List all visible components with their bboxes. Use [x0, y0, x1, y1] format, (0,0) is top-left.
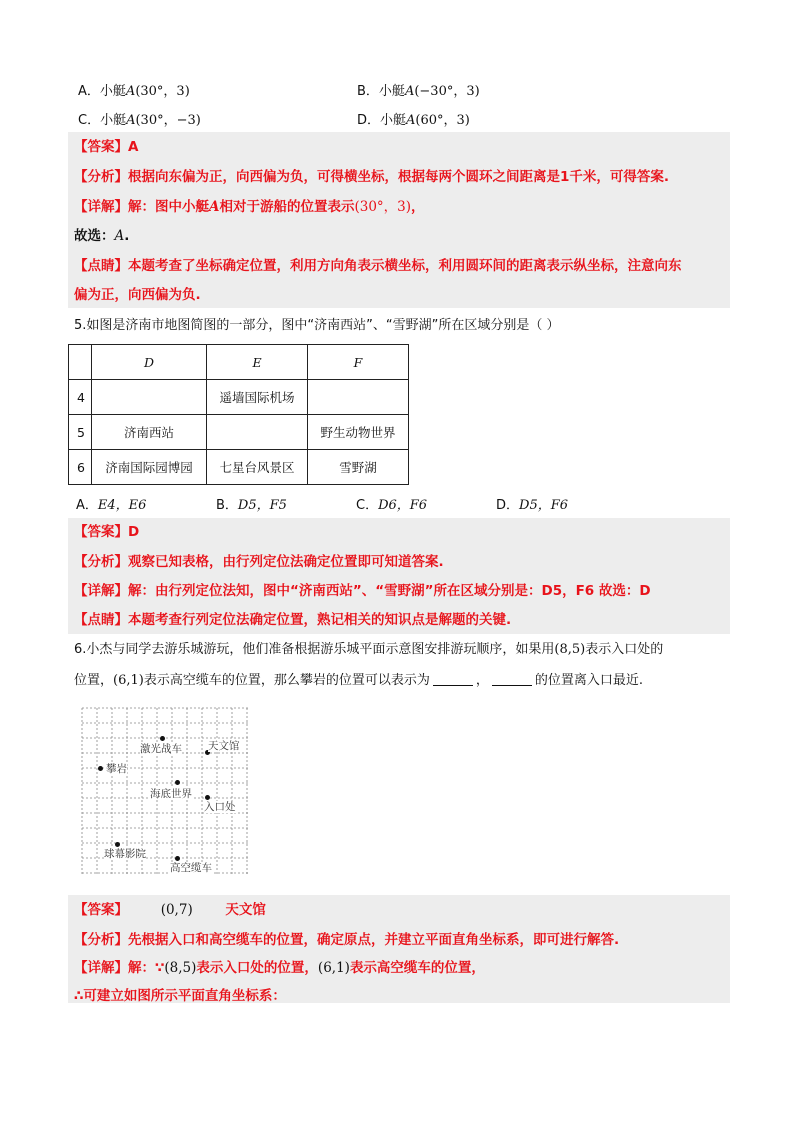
- table-cell: [207, 415, 308, 450]
- q4-option-d: D．小艇A(60°，3): [357, 113, 470, 128]
- table-row: [69, 415, 409, 450]
- q5-table: [68, 344, 409, 485]
- table-cell: [69, 345, 92, 380]
- answer-blank-1[interactable]: [433, 671, 473, 686]
- answer-blank-2[interactable]: [492, 671, 532, 686]
- cable-car-marker: [175, 856, 180, 861]
- row-number: 5: [69, 415, 92, 450]
- ocean-world-marker: [175, 780, 180, 785]
- q4-option-a: A．小艇A(30°，3): [78, 84, 190, 99]
- laser-tank-marker: [160, 736, 165, 741]
- table-row: [69, 380, 409, 415]
- q5-option-b: B．D5，F5: [216, 498, 287, 513]
- entrance-marker: [205, 795, 210, 800]
- climbing-marker: [98, 766, 103, 771]
- table-row: [69, 345, 409, 380]
- q6-analysis: 【分析】先根据入口和高空缆车的位置，确定原点，并建立平面直角坐标系，即可进行解答.: [74, 932, 620, 948]
- q5-question: 5.如图是济南市地图简图的一部分，图中“济南西站”、“雪野湖”所在区域分别是（ ）: [74, 318, 560, 333]
- row-number: 4: [69, 380, 92, 415]
- q4-answer-block: [68, 132, 730, 308]
- climbing-label: 攀岩: [106, 763, 127, 775]
- q4-choose: 故选：A.: [74, 228, 130, 244]
- table-cell: 雪野湖: [308, 450, 409, 485]
- q5-option-a: A．E4，E6: [76, 498, 147, 513]
- q5-answer: 【答案】D: [74, 524, 140, 540]
- table-cell: 野生动物世界: [308, 415, 409, 450]
- dome-cinema-label: 球幕影院: [104, 848, 146, 860]
- row-number: 6: [69, 450, 92, 485]
- table-cell: 济南西站: [92, 415, 207, 450]
- q5-option-d: D．D5，F6: [496, 498, 569, 513]
- planetarium-label: 天文馆: [208, 740, 240, 752]
- entrance-label: 入口处: [204, 801, 236, 813]
- q5-option-c: C．D6，F6: [356, 498, 428, 513]
- q5-comment: 【点睛】本题考查行列定位法确定位置，熟记相关的知识点是解题的关键.: [74, 612, 512, 628]
- q4-comment-line2: 偏为正，向西偏为负.: [74, 287, 201, 303]
- table-cell: 七星台风景区: [207, 450, 308, 485]
- q4-comment-line1: 【点睛】本题考查了坐标确定位置，利用方向角表示横坐标，利用圆环间的距离表示纵坐标，注意向东: [74, 258, 682, 274]
- table-row: [69, 450, 409, 485]
- q4-answer: 【答案】A: [74, 139, 139, 155]
- laser-tank-label: 激光战车: [140, 743, 182, 755]
- q6-detail: 【详解】解：∵(8,5)表示入口处的位置，(6,1)表示高空缆车的位置，: [74, 960, 485, 976]
- q6-conclusion: ∴可建立如图所示平面直角坐标系：: [74, 988, 286, 1004]
- q5-analysis: 【分析】观察已知表格，由行列定位法确定位置即可知道答案.: [74, 554, 444, 570]
- ocean-world-label: 海底世界: [150, 788, 192, 800]
- table-header-d: D: [92, 345, 207, 380]
- table-header-e: E: [207, 345, 308, 380]
- dome-cinema-marker: [115, 842, 120, 847]
- table-header-f: F: [308, 345, 409, 380]
- table-cell: [92, 380, 207, 415]
- q5-detail: 【详解】解：由行列定位法知，图中“济南西站”、“雪野湖”所在区域分别是：D5，F6 故选：D: [74, 583, 651, 599]
- table-cell: [308, 380, 409, 415]
- q4-detail: 【详解】解：图中小艇A相对于游船的位置表示(30°，3)，: [74, 199, 425, 215]
- table-cell: 济南国际园博园: [92, 450, 207, 485]
- q4-option-c: C．小艇A(30°，−3): [78, 113, 201, 128]
- q6-question-line1: 6.小杰与同学去游乐城游玩，他们准备根据游乐城平面示意图安排游玩顺序，如果用(8,5)表示入口处的: [74, 642, 664, 657]
- q6-question-line2: 位置，(6,1)表示高空缆车的位置，那么攀岩的位置可以表示为 ， 的位置离入口最近.: [74, 673, 644, 688]
- table-cell: 遥墙国际机场: [207, 380, 308, 415]
- q6-answer: 【答案】 (0,7) 天文馆: [74, 902, 266, 918]
- amusement-park-map: [80, 706, 252, 880]
- q4-analysis: 【分析】根据向东偏为正，向西偏为负，可得横坐标，根据每两个圆环之间距离是1千米，可得答案.: [74, 169, 670, 185]
- q4-option-b: B．小艇A(−30°，3): [357, 84, 480, 99]
- cable-car-label: 高空缆车: [170, 862, 212, 874]
